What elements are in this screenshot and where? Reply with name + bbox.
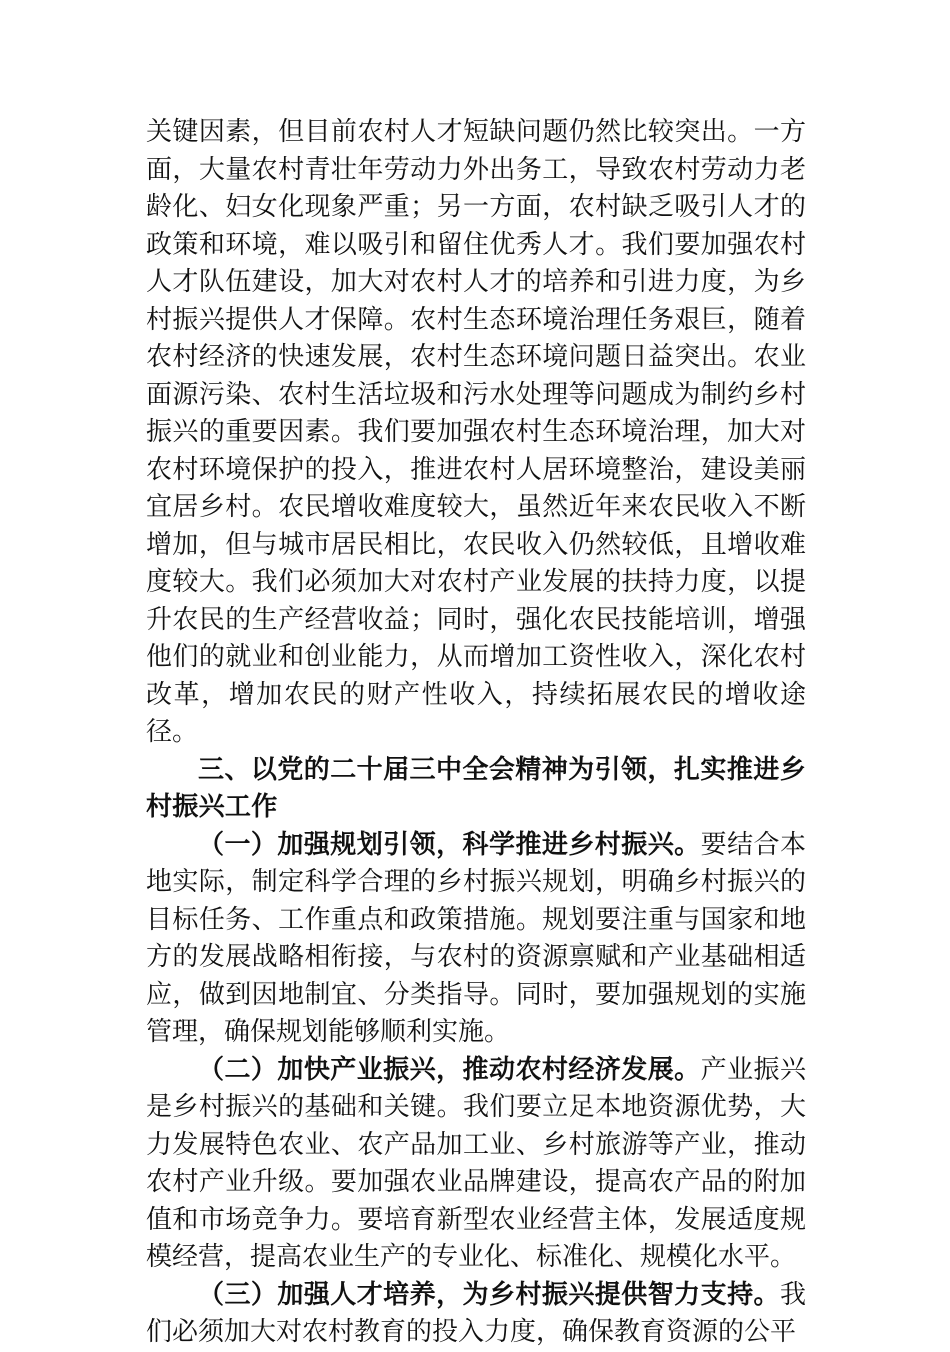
subsection-body-1: 要结合本地实际，制定科学合理的乡村振兴规划，明确乡村振兴的目标任务、工作重点和政策措施。规划要注重与国家和地方的发展战略相衔接，与农村的资源禀赋和产业基础相适应，做到因地制宜、分类指导。同时，要加强规划的实施管理，确保规划能够顺利实施。: [146, 829, 806, 1047]
continuation-paragraph: 关键因素，但目前农村人才短缺问题仍然比较突出。一方面，大量农村青壮年劳动力外出务工，导致农村劳动力老龄化、妇女化现象严重；另一方面，农村缺乏吸引人才的政策和环境，难以吸引和留住优秀人才。我们要加强农村人才队伍建设，加大对农村人才的培养和引进力度，为乡村振兴提供人才保障。农村生态环境治理任务艰巨，随着农村经济的快速发展，农村生态环境问题日益突出。农业面源污染、农村生活垃圾和污水处理等问题成为制约乡村振兴的重要因素。我们要加强农村生态环境治理，加大对农村环境保护的投入，推进农村人居环境整治，建设美丽宜居乡村。农民增收难度较大，虽然近年来农民收入不断增加，但与城市居民相比，农民收入仍然较低，且增收难度较大。我们必须加大对农村产业发展的扶持力度，以提升农民的生产经营收益；同时，强化农民技能培训，增强他们的就业和创业能力，从而增加工资性收入，深化农村改革，增加农民的财产性收入，持续拓展农民的增收途径。: [146, 117, 806, 747]
subsection-paragraph-3: [146, 1277, 806, 1352]
subsection-title-2: （二）加快产业振兴，推动农村经济发展。: [198, 1054, 701, 1085]
subsection-paragraph-1: [146, 827, 806, 1052]
subsection-title-1: （一）加强规划引领，科学推进乡村振兴。: [198, 829, 701, 860]
subsection-body-3: 我们必须加大对农村教育的投入力度，确保教育资源的公平: [146, 1279, 806, 1347]
section-heading: 三、以党的二十届三中全会精神为引领，扎实推进乡村振兴工作: [146, 754, 806, 822]
subsection-body-2: 产业振兴是乡村振兴的基础和关键。我们要立足本地资源优势，大力发展特色农业、农产品加工业、乡村旅游等产业，推动农村产业升级。要加强农业品牌建设，提高农产品的附加值和市场竞争力。要培育新型农业经营主体，发展适度规模经营，提高农业生产的专业化、标准化、规模化水平。: [146, 1054, 806, 1272]
subsection-paragraph-2: [146, 1052, 806, 1277]
document-body: [146, 114, 806, 1352]
subsection-title-3: （三）加强人才培养，为乡村振兴提供智力支持。: [198, 1279, 780, 1310]
